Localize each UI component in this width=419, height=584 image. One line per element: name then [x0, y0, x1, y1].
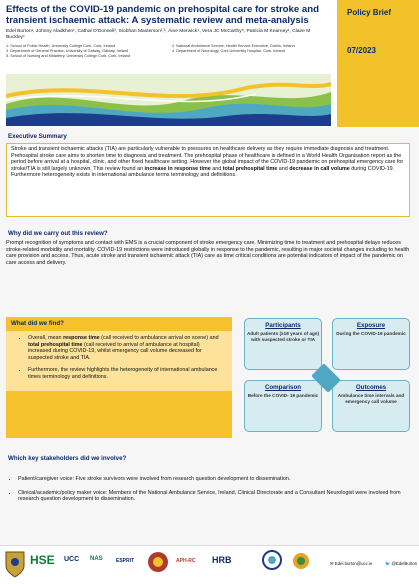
header-text-block [6, 4, 330, 58]
pico-exposure-heading: Exposure [356, 322, 386, 329]
affiliations-right: 2. National Ambulance Service, Health Service Executive, Dublin, Ireland 4. Department of Neurology, Cork University Hospital, Cork, Ireland [172, 44, 295, 53]
findings-bold: total prehospital time [28, 341, 83, 348]
pico-outcomes-card [332, 380, 410, 432]
email-text[interactable]: Edel.burton@ucc.ie [334, 561, 373, 566]
pico-participants-card [244, 318, 322, 370]
pico-comparison-text: Before the COVID- 19 pandemic [247, 393, 319, 398]
stakeholder-item: • Clinical/academic/policy maker voice: Members of the National Ambulance Service, Ireland, Clinical Directorate and a Consultant Neurologist were involved from research question development to dissemination. [18, 490, 412, 503]
stakeholders-list [6, 476, 412, 503]
nas-logo: NAS [90, 556, 103, 562]
circular-seal-logo [146, 550, 170, 575]
pico-comparison-heading: Comparison [264, 384, 302, 391]
aphrc-logo: APH-RC [176, 558, 196, 564]
findings-bold: response time [63, 335, 100, 341]
affiliations [6, 44, 330, 58]
pico-comparison-card [244, 380, 322, 432]
policy-brief-panel [337, 0, 419, 127]
pico-exposure-card [332, 318, 410, 370]
exec-text-1: Stroke and transient ischaemic attacks (TIA) are particularly vulnerable to pressures on healthcare delivery as they require immediate diagnosis and treatment. Prehospital stroke care aims to shorten time to diagnosis and treatment. The prehospital phase of healthcare is defined in a World Health Organisation report as the period before arrival at a hospital, clinic, and other fixed healthcare setting. However the global impact of the COVID-19 pandemic on prehospital emergency care for stroke/TIA is still largely unknown. This review found an [11, 146, 404, 172]
ucc-crest-logo [4, 550, 26, 579]
exec-summary-box [6, 143, 410, 217]
exec-text-4: during COVID-19. Furthermore heterogeneity exists in international ambulance terms terminology and definitions. [11, 165, 395, 179]
hrb-logo: HRB [212, 555, 232, 565]
policy-brief-label: Policy Brief [347, 8, 392, 17]
pico-outcomes-text: Ambulance time intervals and emergency call volume [337, 393, 405, 404]
exec-summary-title: Executive Summary [8, 133, 67, 140]
policy-brief-date: 07/2023 [347, 46, 376, 55]
multicolor-logo [292, 552, 310, 571]
round-badge-logo [262, 550, 282, 571]
exec-text-3: and [277, 165, 290, 172]
stakeholder-item: • Patient/caregiver voice: Five stroke survivors were involved from research question development to dissemination. [18, 476, 412, 483]
contact-email[interactable] [330, 561, 372, 567]
findings-list-panel [6, 331, 232, 391]
hse-logo: HSE [30, 553, 55, 567]
findings-item: • Furthermore, the review highlights the heterogeneity of international ambulance times terminology and definitions. [28, 367, 224, 380]
twitter-icon: 🐦 [385, 561, 392, 566]
findings-text: (call received to ambulance arrival on scene) and [99, 335, 219, 341]
affiliations-left: 1. School of Public Health, University College Cork, Cork, Ireland 3. Department of General Practice, University of Galway, Galway, Ireland 5. School of Nursing and Midwifery, University College Cork, Cork, Ireland [6, 44, 131, 58]
stakeholders-list-block [6, 476, 412, 510]
header [0, 0, 419, 127]
exec-bold-3: decrease in call volume [289, 165, 350, 172]
pico-diagram [244, 318, 410, 440]
pico-exposure-text: During the COVID-19 pandemic [336, 331, 406, 336]
why-text: Prompt recognition of symptoms and contact with EMS is a crucial component of stroke emergency care. Minimizing time to treatment and prehospital delays reduces stroke-related morbidity and mortality. COVID-19 restrictions were introduced globally in response to the pandemic, resulting in major societal changes including to health care provision and access. Thus, acute stroke and transient ischaemic attack (TIA) care as time critical conditions are potential indicators of impact of the pandemic on care access and delivery. [6, 240, 410, 266]
findings-box [6, 317, 232, 438]
pico-participants-text: Adult patients (≥18 years of age) with suspected stroke or TIA [246, 331, 320, 342]
findings-title: What did we find? [11, 320, 64, 327]
authors-line: Edel Burton¹, Johnny Aladkhen¹, Cathal O'Donnell², Siobhan Masterson²,³, Áine Merwick⁴, Vera JC McCarthy⁵, Patricia M Kearney¹, Claire M Buckley¹ [6, 29, 311, 40]
email-icon: ✉ [330, 561, 335, 566]
page-title: Effects of the COVID-19 pandemic on prehospital care for stroke and transient ischaemic attack: A systematic review and meta-analysis [6, 4, 319, 26]
exec-bold-1: increase in response time [144, 165, 211, 172]
exec-text-2: and [210, 165, 223, 172]
pico-outcomes-heading: Outcomes [355, 384, 387, 391]
stakeholders-title: Which key stakeholders did we involve? [8, 455, 127, 462]
handle-text[interactable]: @EdelBurton [391, 561, 418, 566]
twitter-handle[interactable] [385, 561, 417, 567]
pico-participants-heading: Participants [265, 322, 301, 329]
findings-text: (call received to arrival of ambulance at hospital) increased during COVID-19, whilst emergency call volume decreased for suspected stroke and TIA. [28, 341, 202, 361]
findings-text: Overall, mean [28, 335, 64, 341]
findings-item [28, 335, 224, 361]
why-title: Why did we carry out this review? [8, 230, 108, 237]
wave-banner-graphic [6, 74, 331, 126]
esprit-logo: ESPRIT [116, 558, 135, 564]
findings-list [20, 335, 224, 381]
ucc-logo: UCC [64, 556, 80, 563]
exec-bold-2: total prehospital time [222, 165, 278, 172]
footer-logos [0, 545, 419, 584]
